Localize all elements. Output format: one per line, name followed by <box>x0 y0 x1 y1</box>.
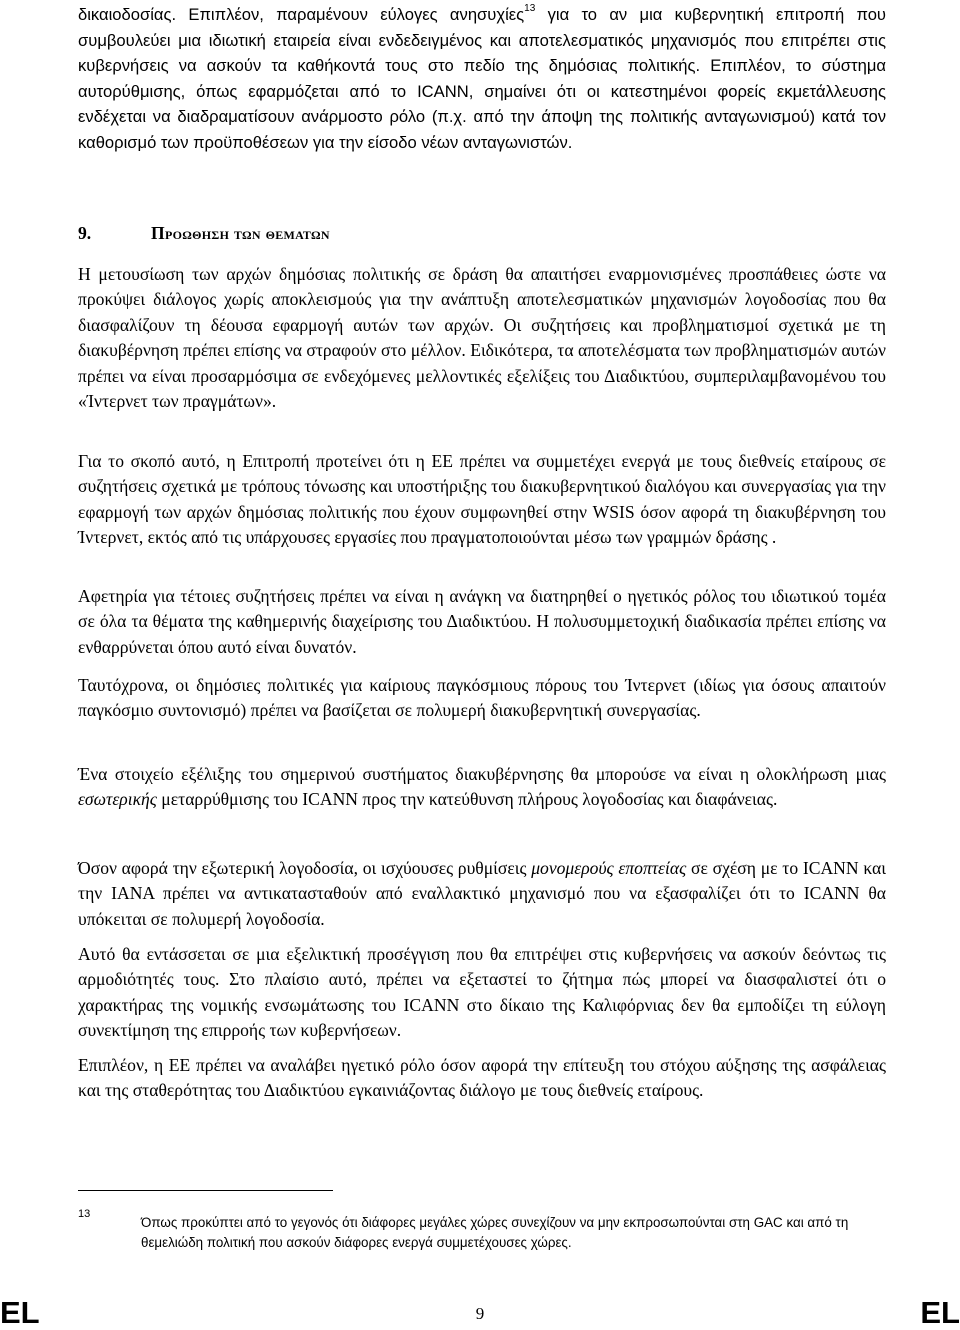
paragraph-5-text-a: Ένα στοιχείο εξέλιξης του σημερινού συστήματος διακυβέρνησης θα μπορούσε να είναι η ολοκλήρωση μιας <box>78 764 886 784</box>
paragraph-8: Επιπλέον, η ΕΕ πρέπει να αναλάβει ηγετικό ρόλο όσον αφορά την επίτευξη του στόχου αύξησης της ασφάλειας και της σταθερότητας του Διαδικτύου εγκαινιάζοντας διάλογο με τους διεθνείς εταίρους. <box>78 1055 886 1101</box>
paragraph-6 <box>78 856 886 932</box>
paragraph-6-text-a: Όσον αφορά την εξωτερική λογοδοσία, οι ισχύουσες ρυθμίσεις <box>78 858 532 878</box>
footer-language-left: EL <box>0 1295 40 1330</box>
section-title: Προωθηση των θεματων <box>151 223 330 243</box>
paragraph-2: Για το σκοπό αυτό, η Επιτροπή προτείνει ότι η ΕΕ πρέπει να συμμετέχει ενεργά με τους διεθνείς εταίρους σε συζητήσεις σχετικά με τρόπους τόνωσης και υποστήριξης του διακυβερνητικού διαλόγου και συνεργασίας για την εφαρμογή των αρχών δημόσιας πολιτικής που έχουν συμφωνηθεί στην WSIS όσον αφορά τη διακυβέρνηση του Ίντερνετ, εκτός από τις υπάρχουσες εργασίες που πραγματοποιούνται μέσω των γραμμών δράσης . <box>78 451 886 548</box>
footnote-reference[interactable]: 13 <box>524 3 536 15</box>
intro-text-part1: δικαιοδοσίας. Επιπλέον, παραμένουν εύλογες ανησυχίες <box>78 5 525 24</box>
paragraph-5-emphasis: εσωτερικής <box>78 789 157 810</box>
section-heading <box>78 222 330 244</box>
paragraph-4: Ταυτόχρονα, οι δημόσιες πολιτικές για καίριους παγκόσμιους πόρους του Ίντερνετ (ιδίως για όσους απαιτούν παγκόσμιο συντονισμό) πρέπει να βασίζεται σε πολυμερή διακυβερνητική συνεργασίας. <box>78 675 886 721</box>
footnote-number: 13 <box>78 1208 91 1220</box>
section-number: 9. <box>78 223 92 243</box>
footer-language-right: EL <box>920 1295 960 1330</box>
paragraph-5 <box>78 762 886 813</box>
page-number: 9 <box>475 1304 485 1323</box>
paragraph-5-text-b: μεταρρύθμισης του ICANN προς την κατεύθυνση πλήρους λογοδοσίας και διαφάνειας. <box>156 789 778 810</box>
paragraph-6-text-b: σε σχέση με το ICANN και την IANA πρέπει να αντικατασταθούν από εναλλακτικό μηχανισμό που να εξασφαλίζει ότι το ICANN θα υπόκειται σε πολυμερή λογοδοσία. <box>78 858 886 929</box>
paragraph-1: Η μετουσίωση των αρχών δημόσιας πολιτικής σε δράση θα απαιτήσει εναρμονισμένες προσπάθειες ώστε να προκύψει διάλογος χωρίς αποκλεισμούς για την ανάπτυξη αποτελεσματικών μηχανισμών λογοδοσίας που θα διασφαλίζουν τη δέουσα εφαρμογή αυτών των αρχών. Οι συζητήσεις και προβληματισμοί σχετικά με τη διακυβέρνηση πρέπει επίσης να στραφούν στο μέλλον. Ειδικότερα, τα αποτελέσματα των προβληματισμών αυτών πρέπει να είναι προσαρμόσιμα σε ενδεχόμενες μελλοντικές εξελίξεις του Διαδικτύου, συμπεριλαμβανομένου του «Ίντερνετ των πραγμάτων». <box>78 264 886 412</box>
footnote-separator <box>78 1190 333 1191</box>
footnote-text: Όπως προκύπτει από το γεγονός ότι διάφορες μεγάλες χώρες συνεχίζουν να μην εκπροσωπούνται στη GAC και από τη θεμελιώδη πολιτική που ασκούν διάφορες ενεργά συμμετέχουσες χώρες. <box>141 1215 849 1250</box>
intro-paragraph <box>78 2 886 156</box>
paragraph-7: Αυτό θα εντάσσεται σε μια εξελικτική προσέγγιση που θα επιτρέψει στις κυβερνήσεις να ασκούν δεόντως τις αρμοδιότητές τους. Στο πλαίσιο αυτό, πρέπει να εξεταστεί το ζήτημα πώς μπορεί να διασφαλιστεί ότι ο χαρακτήρας της νομικής ενσωμάτωσης του ICANN στο δίκαιο της Καλιφόρνιας δεν θα εμποδίζει τη εύλογη συνεκτίμηση της επιρροής των κυβερνήσεων. <box>78 944 886 1041</box>
intro-text-part2: για το αν μια κυβερνητική επιτροπή που συμβουλεύει μια ιδιωτική εταιρεία είναι ενδεδειγμένος και αποτελεσματικός μηχανισμός που επιτρέπει στις κυβερνήσεις να ασκούν τα καθήκοντά τους στο πεδίο της δημόσιας πολιτικής. Επιπλέον, το σύστημα αυτορύθμισης, όπως εφαρμόζεται από το ICANN, σημαίνει ότι οι κατεστημένοι φορείς εκμετάλλευσης ενδέχεται να διαδραματίσουν ανάρμοστο ρόλο (π.χ. από την άποψη της πολιτικής ανταγωνισμού) κατά τον καθορισμό των προϋποθέσεων για την είσοδο νέων ανταγωνιστών. <box>78 5 887 152</box>
paragraph-6-emphasis: μονομερούς εποπτείας <box>531 858 687 878</box>
paragraph-3: Αφετηρία για τέτοιες συζητήσεις πρέπει να είναι η ανάγκη να διατηρηθεί ο ηγετικός ρόλος του ιδιωτικού τομέα σε όλα τα θέματα της καθημερινής διαχείρισης του Διαδικτύου. Η πολυσυμμετοχική διαδικασία πρέπει επίσης να ενθαρρύνεται όπου αυτό είναι δυνατόν. <box>78 586 886 657</box>
